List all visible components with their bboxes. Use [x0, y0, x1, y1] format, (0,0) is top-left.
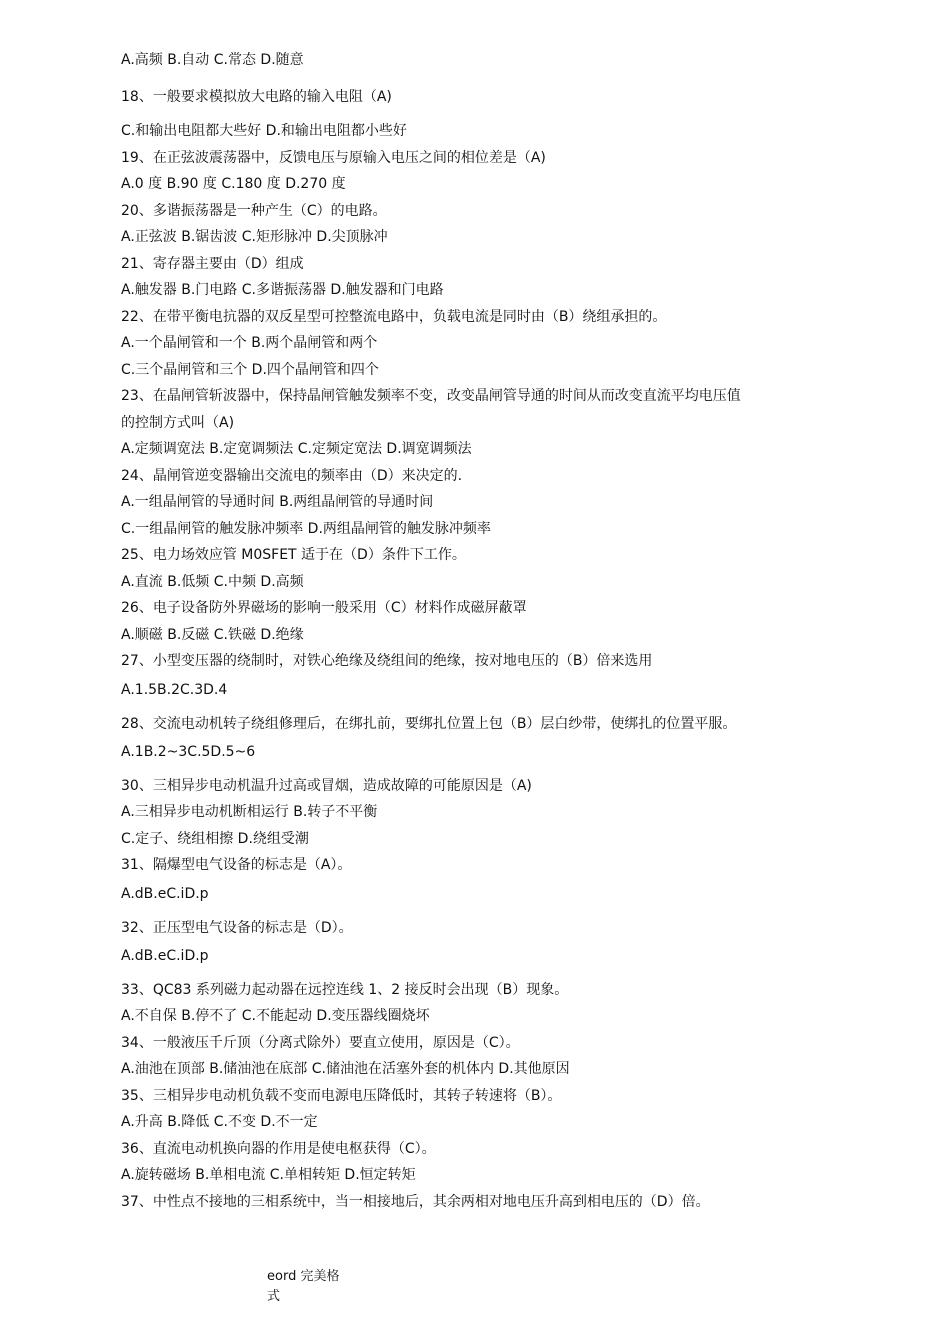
text-line: A.升高 B.降低 C.不变 D.不一定	[121, 1114, 318, 1130]
text-line: 36、直流电动机换向器的作用是使电枢获得（C）。	[121, 1141, 436, 1157]
page-footer	[267, 1267, 387, 1307]
text-line: A.直流 B.低频 C.中频 D.高频	[121, 574, 304, 590]
text-line: 37、中性点不接地的三相系统中，当一相接地后，其余两相对地电压升高到相电压的（D）倍。	[121, 1194, 710, 1210]
text-line: 18、一般要求模拟放大电路的输入电阻（A)	[121, 89, 392, 105]
text-line: 26、电子设备防外界磁场的影响一般采用（C）材料作成磁屏蔽罩	[121, 600, 527, 616]
text-line: C.定子、绕组相擦 D.绕组受潮	[121, 831, 309, 847]
text-line: 28、交流电动机转子绕组修理后，在绑扎前，要绑扎位置上包（B）层白纱带，使绑扎的位置平服。	[121, 716, 737, 732]
text-line: C.三个晶闸管和三个 D.四个晶闸管和四个	[121, 362, 379, 378]
text-line: A.顺磁 B.反磁 C.铁磁 D.绝缘	[121, 627, 304, 643]
text-line: C.一组晶闸管的触发脉冲频率 D.两组晶闸管的触发脉冲频率	[121, 521, 491, 537]
text-line: A.高频 B.自动 C.常态 D.随意	[121, 52, 304, 68]
text-line: A.触发器 B.门电路 C.多谐振荡器 D.触发器和门电路	[121, 282, 444, 298]
text-line: A.一个晶闸管和一个 B.两个晶闸管和两个	[121, 335, 378, 351]
text-line: 34、一般液压千斤顶（分离式除外）要直立使用，原因是（C）。	[121, 1035, 520, 1051]
text-line: A.dB.eC.iD.p	[121, 948, 209, 964]
text-line: A.dB.eC.iD.p	[121, 886, 209, 902]
text-line: 27、小型变压器的绕制时，对铁心绝缘及绕组间的绝缘，按对地电压的（B）倍来选用	[121, 653, 653, 669]
text-line: 23、在晶闸管斩波器中，保持晶闸管触发频率不变，改变晶闸管导通的时间从而改变直流平均电压值	[121, 388, 741, 404]
text-line: A.一组晶闸管的导通时间 B.两组晶闸管的导通时间	[121, 494, 434, 510]
text-line: 24、晶闸管逆变器输出交流电的频率由（D）来决定的.	[121, 468, 463, 484]
text-line: A.0 度 B.90 度 C.180 度 D.270 度	[121, 176, 346, 192]
text-line: 30、三相异步电动机温升过高或冒烟，造成故障的可能原因是（A)	[121, 778, 532, 794]
text-line: 21、寄存器主要由（D）组成	[121, 256, 304, 272]
text-line: 25、电力场效应管 M0SFET 适于在（D）条件下工作。	[121, 547, 466, 563]
text-line: A.三相异步电动机断相运行 B.转子不平衡	[121, 804, 378, 820]
text-line: A.旋转磁场 B.单相电流 C.单相转矩 D.恒定转矩	[121, 1167, 416, 1183]
text-line: 20、多谐振荡器是一种产生（C）的电路。	[121, 203, 387, 219]
text-line: 22、在带平衡电抗器的双反星型可控整流电路中，负载电流是同时由（B）绕组承担的。	[121, 309, 667, 325]
text-line: A.1B.2~3C.5D.5~6	[121, 744, 256, 760]
footer-line: eord 完美格	[267, 1269, 340, 1284]
text-line: 32、正压型电气设备的标志是（D）。	[121, 920, 353, 936]
text-line: 35、三相异步电动机负载不变而电源电压降低时，其转子转速将（B）。	[121, 1088, 562, 1104]
footer-line: 式	[267, 1289, 281, 1304]
text-line: 31、隔爆型电气设备的标志是（A）。	[121, 857, 352, 873]
text-line: A.正弦波 B.锯齿波 C.矩形脉冲 D.尖顶脉冲	[121, 229, 388, 245]
text-line: A.油池在顶部 B.储油池在底部 C.储油池在活塞外套的机体内 D.其他原因	[121, 1061, 570, 1077]
text-line: A.不自保 B.停不了 C.不能起动 D.变压器线圈烧坏	[121, 1008, 430, 1024]
text-line: A.定频调宽法 B.定宽调频法 C.定频定宽法 D.调宽调频法	[121, 441, 472, 457]
text-line: 的控制方式叫（A)	[121, 415, 235, 431]
text-line: 33、QC83 系列磁力起动器在远控连线 1、2 接反时会出现（B）现象。	[121, 982, 569, 998]
text-line: A.1.5B.2C.3D.4	[121, 682, 228, 698]
text-line: C.和输出电阻都大些好 D.和输出电阻都小些好	[121, 123, 407, 139]
text-line: 19、在正弦波震荡器中，反馈电压与原输入电压之间的相位差是（A)	[121, 150, 546, 166]
